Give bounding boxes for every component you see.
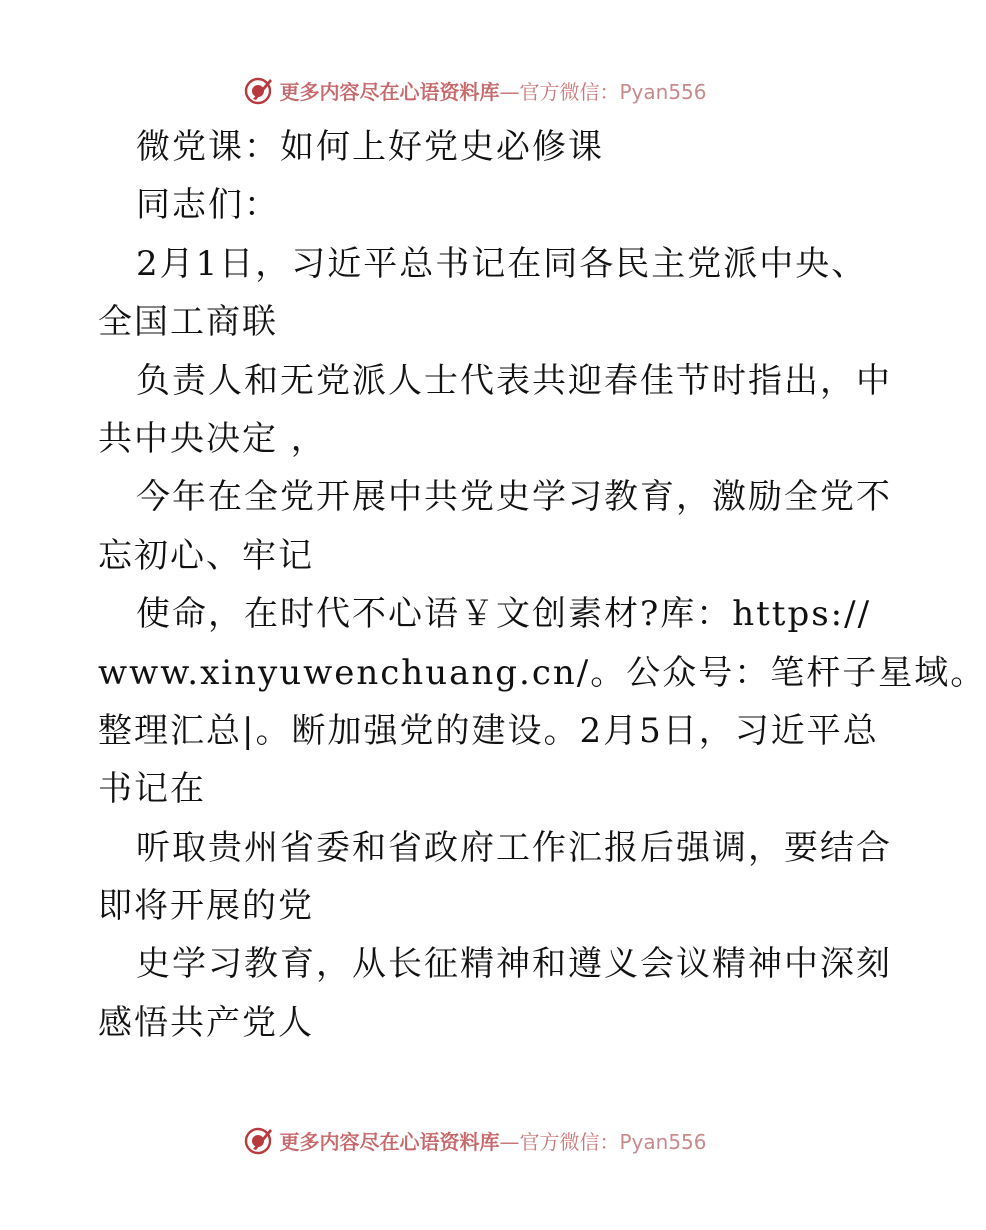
body-line: 整理汇总|。断加强党的建设。2月5日，习近平总 [98,710,879,751]
footer-watermark-banner [0,1120,950,1160]
banner-dash: — [499,79,520,104]
banner-official-label: 官方微信： [519,79,620,104]
body-line: 忘初心、牢记 [98,535,314,576]
banner-site-text: 更多内容尽在心语资料库 [279,79,500,104]
body-line: 共中央决定 ， [98,418,327,459]
header-watermark-banner [0,70,950,110]
body-line: 今年在全党开展中共党史学习教育，激励全党不 [136,477,892,518]
banner-text [279,1126,706,1155]
body-line: 书记在 [98,769,206,810]
banner-official-label: 官方微信： [519,1129,620,1154]
banner-text [279,76,706,105]
banner-dash: — [499,1129,520,1154]
body-line: www.xinyuwenchuang.cn/。公众号：笔杆子星域。 [98,652,986,693]
document-title: 微党课：如何上好党史必修课 [136,127,604,167]
salutation: 同志们： [136,185,280,226]
quill-seal-logo-icon [243,1124,275,1156]
body-line: 负责人和无党派人士代表共迎春佳节时指出，中 [136,360,892,401]
banner-handle: Pyan556 [619,79,707,104]
body-line: 感悟共产党人 [98,1002,314,1043]
body-line: 史学习教育，从长征精神和遵义会议精神中深刻 [136,944,892,985]
body-line: 2月1日，习近平总书记在同各民主党派中央、 [136,243,868,284]
body-line: 听取贵州省委和省政府工作汇报后强调，要结合 [136,827,892,868]
quill-seal-logo-icon [243,74,275,106]
document-body [98,118,986,1052]
body-line: 全国工商联 [98,302,278,343]
body-line: 使命，在时代不心语￥文创素材?库：https:// [136,594,872,635]
banner-handle: Pyan556 [619,1129,707,1154]
body-line: 即将开展的党 [98,886,314,927]
banner-site-text: 更多内容尽在心语资料库 [279,1129,500,1154]
